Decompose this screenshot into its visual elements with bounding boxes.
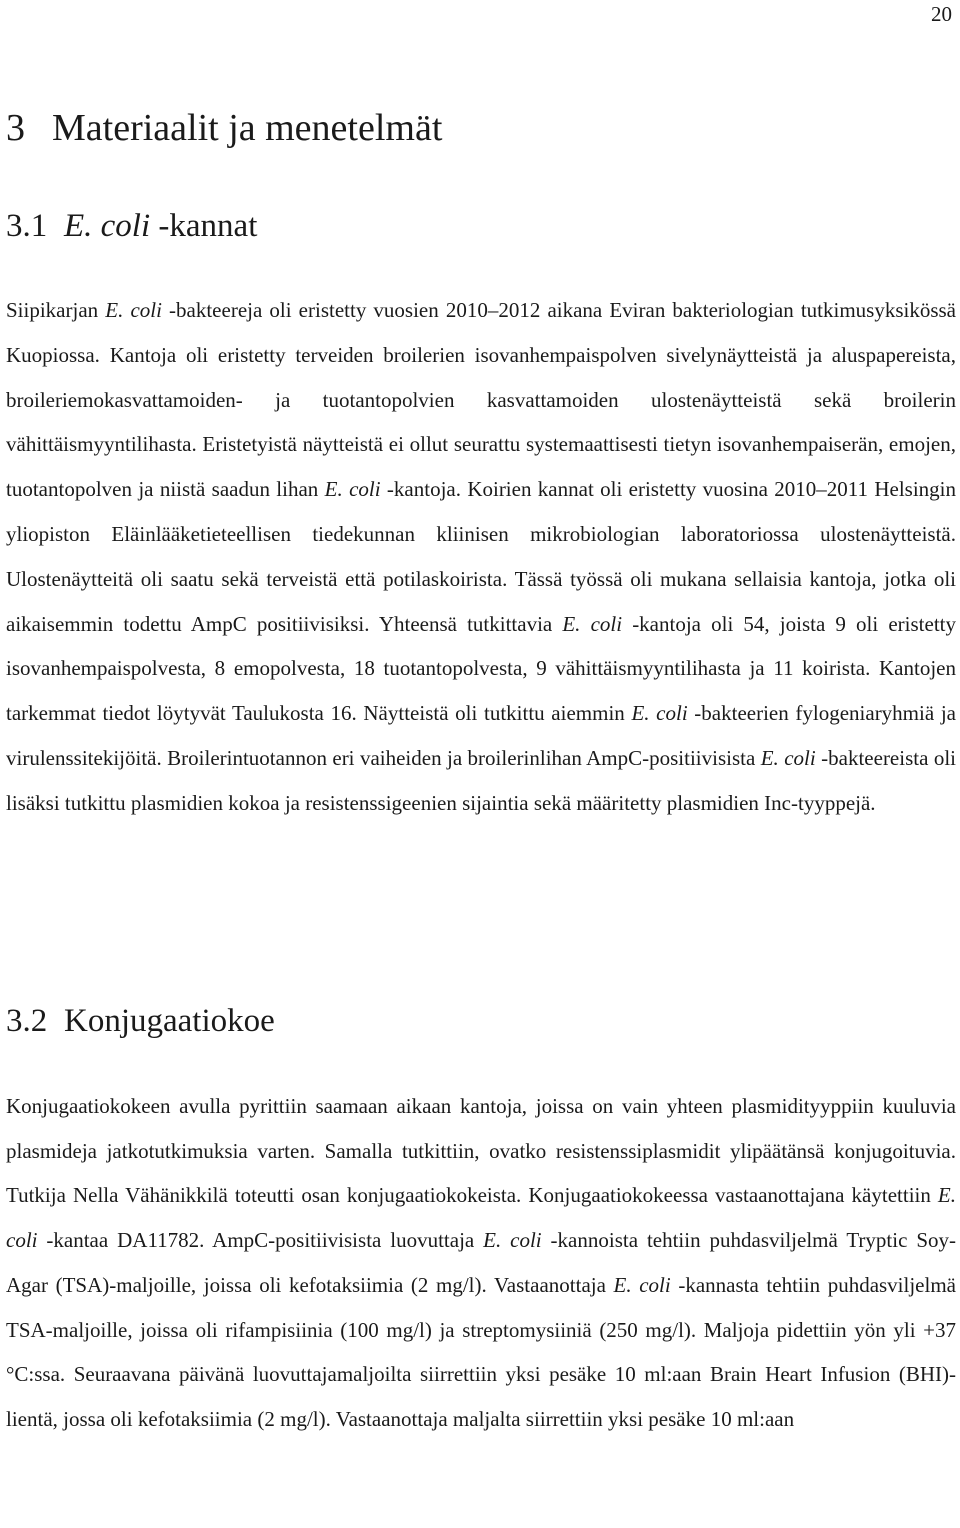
- section-title: Konjugaatiokoe: [64, 1003, 275, 1039]
- species-name: E. coli: [562, 611, 623, 636]
- chapter-heading: [6, 106, 442, 150]
- text-run: -kantaa DA11782. AmpC-positiivisista luovuttaja: [37, 1228, 484, 1253]
- section-number: 3.2: [6, 1003, 48, 1039]
- text-run: -bakteereja oli eristetty vuosien 2010–2012 aikana Eviran bakteriologian tutkimusyksikössä Kuopiossa. Kantoja oli eristetty terveiden broilerien isovanhempaispolven sivelynäytteistä ja aluspapereista, broileriemokasvattamoiden- ja tuotantopolvien kasvattamoiden ulostenäytteistä sekä broilerin vähittäismyyntilihasta. Eristetyistä näytteistä ei ollut seurattu systemaattisesti tietyn isovanhempaiserän, emojen, tuotantopolven ja niistä saadun lihan: [6, 298, 956, 502]
- section-title-italic: E. coli: [64, 208, 151, 244]
- species-name: E. coli: [613, 1272, 671, 1297]
- species-name: E. coli: [324, 477, 381, 502]
- text-run: -bakteereista oli lisäksi tutkittu plasmidien kokoa ja resistenssigeenien sijaintia sekä määritetty plasmidien Inc-tyyppejä.: [6, 745, 957, 815]
- section-3-2-paragraph: [6, 1084, 956, 1442]
- chapter-number: 3: [6, 107, 25, 149]
- section-heading-3-1: [6, 208, 257, 245]
- section-heading-3-2: [6, 1003, 275, 1040]
- page-number: 20: [931, 2, 952, 26]
- chapter-title: Materiaalit ja menetelmät: [52, 107, 443, 149]
- species-name: E. coli: [105, 298, 162, 322]
- species-name: E. coli: [6, 1183, 956, 1253]
- text-run: -kannoista tehtiin puhdasviljelmä Tryptic Soy-Agar (TSA)-maljoille, joissa oli kefotaksiimia (2 mg/l). Vastaanottaja: [6, 1228, 957, 1297]
- text-run: -kantoja oli 54, joista 9 oli eristetty isovanhempaispolvesta, 8 emopolvesta, 18 tuotantopolvesta, 9 vähittäismyyntilihasta ja 11 koirista. Kantojen tarkemmat tiedot löytyvät Taulukosta 16. Näytteistä oli tutkittu aiemmin: [6, 611, 956, 726]
- section-3-1-paragraph: [6, 288, 956, 826]
- species-name: E. coli: [483, 1228, 542, 1253]
- text-run: -bakteerien fylogeniaryhmiä ja virulenssitekijöitä. Broilerintuotannon eri vaiheiden ja broilerinlihan AmpC-positiivisista: [6, 701, 956, 770]
- text-run: Siipikarjan: [6, 298, 106, 322]
- text-run: -kantoja. Koirien kannat oli eristetty vuosina 2010–2011 Helsingin yliopiston Eläinlääketieteellisen tiedekunnan kliinisen mikrobiologian laboratoriossa ulostenäytteistä. Ulostenäytteitä oli saatu sekä terveistä että potilaskoirista. Tässä työssä oli mukana sellaisia kantoja, jotka oli aikaisemmin todettu AmpC positiivisiksi. Yhteensä tutkittavia: [6, 477, 957, 636]
- text-run: Konjugaatiokokeen avulla pyrittiin saamaan aikaan kantoja, joissa on vain yhteen plasmidityyppiin kuuluvia plasmideja jatkotutkimuksia varten. Samalla tutkittiin, ovatko resistenssiplasmidit ylipäätänsä konjugoituvia. Tutkija Nella Vähänikkilä toteutti osan konjugaatiokokeista. Konjugaatiokokeessa vastaanottajana käytettiin: [6, 1094, 956, 1208]
- text-run: -kannasta tehtiin puhdasviljelmä TSA-maljoille, joissa oli rifampisiinia (100 mg/l) ja streptomysiiniä (250 mg/l). Maljoja pidettiin yön yli +37 °C:ssa. Seuraavana päivänä luovuttajamaljoilta siirrettiin yksi pesäke 10 ml:aan Brain Heart Infusion (BHI)-lientä, jossa oli kefotaksiimia (2 mg/l). Vastaanottaja maljalta siirrettiin yksi pesäke 10 ml:aan: [6, 1272, 956, 1431]
- species-name: E. coli: [760, 745, 816, 770]
- section-number: 3.1: [6, 208, 48, 244]
- species-name: E. coli: [631, 701, 688, 726]
- section-title-rest: -kannat: [150, 208, 258, 244]
